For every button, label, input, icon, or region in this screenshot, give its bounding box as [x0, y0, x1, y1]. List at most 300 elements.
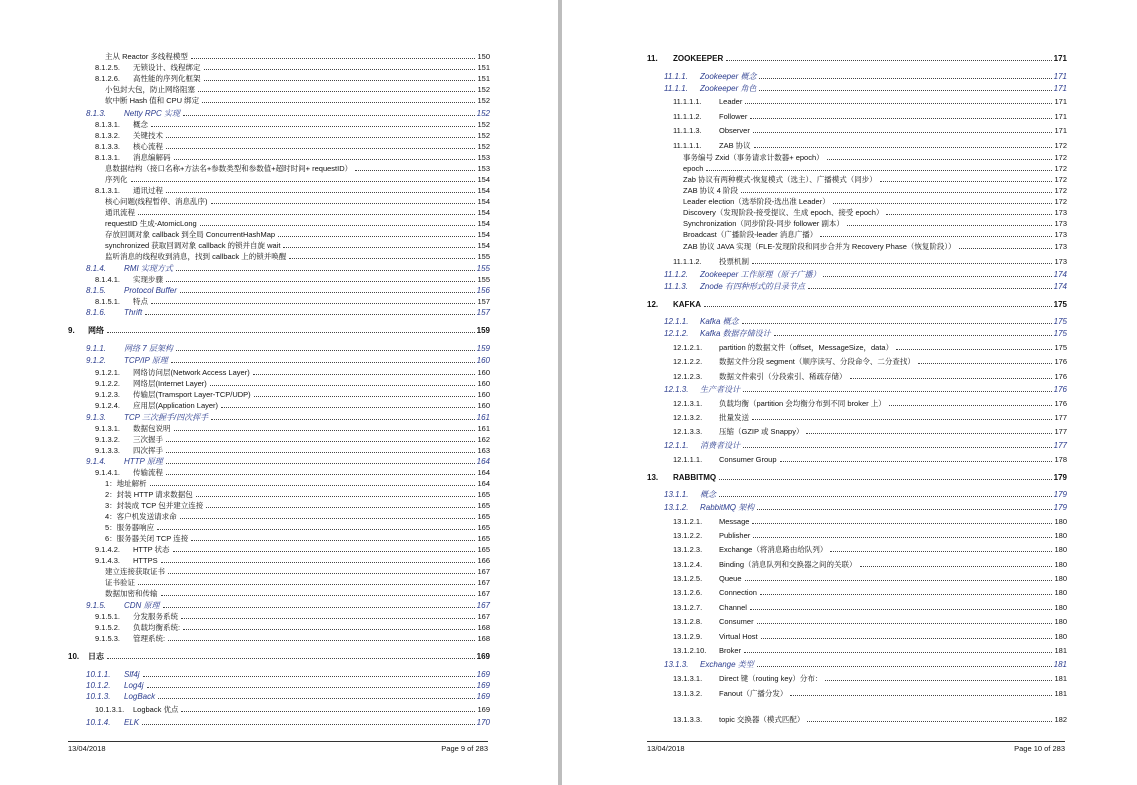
dot-leader	[183, 114, 475, 116]
toc-entry[interactable]	[86, 689, 490, 701]
dot-leader	[744, 651, 1052, 653]
toc-entry-title: 1：地址解析	[105, 479, 147, 488]
toc-entry-page: 152	[477, 131, 490, 140]
dot-leader	[706, 169, 1052, 171]
toc-entry-title: Observer	[719, 126, 750, 135]
toc-entry-page: 153	[477, 164, 490, 173]
dot-leader	[289, 257, 475, 259]
toc-entry-number: 9.1.3.	[86, 413, 107, 422]
toc-entry-title: 无锁设计、线程绑定	[133, 63, 201, 72]
dot-leader	[181, 710, 475, 712]
dot-leader	[107, 657, 475, 659]
dot-leader	[107, 331, 475, 333]
toc-entry-page: 165	[477, 523, 490, 532]
toc-entry-number: 13.1.2.8.	[673, 617, 703, 626]
toc-entry-title: 数据包说明	[133, 424, 171, 433]
toc-entry[interactable]	[664, 500, 1067, 512]
dot-leader	[850, 377, 1053, 379]
toc-entry-number: 12.1.3.2.	[673, 413, 703, 422]
dot-leader	[176, 269, 475, 271]
dot-leader	[202, 101, 475, 103]
toc-entry-number: 8.1.3.1.	[95, 120, 121, 129]
toc-entry-title: 建立连接获取证书	[105, 567, 165, 576]
dot-leader	[151, 302, 475, 304]
toc-entry-title: 四次挥手	[133, 446, 163, 455]
toc-entry-page: 167	[477, 567, 490, 576]
dot-leader	[741, 191, 1052, 193]
toc-entry-title: 负载均衡（partition 会均衡分布到不同 broker 上）	[719, 399, 886, 408]
document-page-left	[0, 0, 558, 785]
toc-entry-title: 监听消息的线程收到消息，找到 callback 上的锁并唤醒	[105, 252, 287, 261]
dot-leader	[138, 213, 475, 215]
toc-entry-number: 8.1.2.5.	[95, 63, 121, 72]
toc-entry-page: 182	[1054, 715, 1067, 724]
toc-entry[interactable]	[673, 712, 1067, 724]
toc-entry[interactable]	[664, 438, 1067, 450]
dot-leader	[807, 720, 1052, 722]
toc-entry-title: 网络层(Internet Layer)	[133, 379, 207, 388]
toc-entry[interactable]	[664, 81, 1067, 93]
toc-entry-page: 169	[477, 705, 490, 714]
toc-entry-number: 10.1.2.	[86, 681, 111, 690]
toc-entry-page: 173	[1054, 230, 1067, 239]
toc-entry-title: ZAB 协议	[719, 141, 751, 150]
toc-entry-number: 12.1.1.	[664, 317, 689, 326]
toc-entry-number: 12.1.2.3.	[673, 372, 703, 381]
dot-leader	[806, 432, 1052, 434]
toc-entry[interactable]	[664, 69, 1067, 81]
dot-leader	[180, 291, 475, 293]
toc-entry-number: 10.	[68, 652, 80, 661]
toc-entry-number: 13.1.3.2.	[673, 689, 703, 698]
toc-entry-number: 10.1.3.	[86, 692, 111, 701]
toc-entry-title: 生产者设计	[700, 385, 740, 394]
dot-leader	[830, 550, 1052, 552]
toc-entry-number: 13.1.2.4.	[673, 560, 703, 569]
toc-entry-page: 180	[1054, 517, 1067, 526]
toc-entry-page: 169	[476, 692, 490, 701]
toc-entry-number: 11.1.1.1.	[673, 97, 702, 106]
toc-entry-page: 167	[477, 612, 490, 621]
toc-entry-number: 8.1.2.6.	[95, 74, 121, 83]
toc-entry[interactable]	[647, 297, 1067, 309]
toc-entry-title: ZOOKEEPER	[673, 54, 724, 63]
dot-leader	[254, 395, 476, 397]
toc-entry[interactable]	[664, 279, 1067, 291]
toc-entry[interactable]	[673, 369, 1067, 381]
toc-entry-title: 传输层(Tramsport Layer-TCP/UDP)	[133, 390, 251, 399]
toc-entry[interactable]	[673, 452, 1067, 464]
toc-entry-page: 154	[477, 208, 490, 217]
toc-entry-title: 实现步骤	[133, 275, 163, 284]
toc-entry[interactable]	[673, 514, 1067, 526]
dot-leader	[750, 117, 1052, 119]
toc-entry-title: Logback 优点	[133, 705, 179, 714]
toc-entry-number: 9.1.4.3.	[95, 556, 121, 565]
dot-leader	[726, 59, 1051, 61]
toc-entry-page: 177	[1053, 441, 1067, 450]
dot-leader	[191, 539, 475, 541]
toc-entry-number: 11.1.1.	[664, 84, 688, 93]
toc-entry[interactable]	[95, 631, 490, 643]
toc-entry-page: 181	[1054, 674, 1067, 683]
toc-entry-title: Kafka 概念	[700, 317, 739, 326]
toc-entry[interactable]	[105, 586, 490, 598]
toc-entry[interactable]	[673, 542, 1067, 554]
toc-entry-number: 13.1.2.6.	[673, 588, 703, 597]
toc-entry-title: LogBack	[124, 692, 156, 701]
toc-entry-title: 批量发送	[719, 413, 749, 422]
dot-leader	[860, 565, 1053, 567]
dot-leader	[150, 484, 476, 486]
dot-leader	[181, 617, 475, 619]
dot-leader	[745, 579, 1053, 581]
toc-entry-number: 13.1.2.	[664, 503, 689, 512]
toc-entry-title: 应用层(Application Layer)	[133, 401, 219, 410]
toc-entry-page: 154	[477, 230, 490, 239]
toc-entry-page: 180	[1054, 603, 1067, 612]
toc-entry-number: 8.1.3.1.	[95, 153, 121, 162]
toc-entry-title: ZAB 协议 4 阶段	[683, 186, 739, 195]
toc-entry-title: 特点	[133, 297, 148, 306]
toc-entry[interactable]	[673, 424, 1067, 436]
toc-entry-title: 传输流程	[133, 468, 163, 477]
toc-entry-title: HTTP 状态	[133, 545, 170, 554]
toc-entry-page: 151	[477, 63, 490, 72]
toc-entry-page: 175	[1053, 329, 1067, 338]
toc-entry[interactable]	[673, 410, 1067, 422]
dot-leader	[847, 224, 1053, 226]
toc-entry-title: Exchange 类型	[700, 660, 754, 669]
toc-entry-number: 11.1.1.2.	[673, 257, 702, 266]
dot-leader	[191, 57, 476, 59]
dot-leader	[790, 694, 1052, 696]
toc-entry-number: 12.1.2.2.	[673, 357, 703, 366]
toc-entry[interactable]	[86, 341, 490, 353]
toc-entry-number: 9.1.3.3.	[95, 446, 121, 455]
toc-entry-title: Connection	[719, 588, 757, 597]
toc-entry-page: 176	[1054, 372, 1067, 381]
dot-leader	[745, 102, 1052, 104]
toc-entry[interactable]	[664, 487, 1067, 499]
toc-entry-title: Znode 有四种形式的目录节点	[700, 282, 805, 291]
toc-entry-title: 息数据结构（接口名称+方法名+参数类型和参数值+超时时间+ requestID）	[105, 164, 353, 173]
dot-leader	[752, 522, 1052, 524]
toc-entry-title: Leader election（选举阶段-选出准 Leader）	[683, 197, 830, 206]
dot-leader	[158, 697, 475, 699]
dot-leader	[959, 247, 1053, 249]
toc-entry-page: 165	[477, 534, 490, 543]
toc-entry-number: 13.1.2.10.	[673, 646, 707, 655]
dot-leader	[151, 125, 475, 127]
toc-entry-page: 173	[1054, 242, 1067, 251]
toc-entry-page: 154	[477, 241, 490, 250]
toc-entry[interactable]	[95, 398, 490, 410]
toc-entry-title: Consumer	[719, 617, 754, 626]
toc-entry-page: 172	[1054, 175, 1067, 184]
toc-entry-page: 157	[477, 297, 490, 306]
dot-leader	[204, 79, 476, 81]
toc-entry-title: Binding（消息队列和交换器之间的关联）	[719, 560, 857, 569]
toc-entry-title: Thrift	[124, 308, 143, 317]
toc-entry[interactable]	[673, 396, 1067, 408]
toc-entry-title: Channel	[719, 603, 747, 612]
toc-entry-page: 152	[477, 85, 490, 94]
toc-entry[interactable]	[86, 305, 490, 317]
dot-leader	[166, 147, 475, 149]
dot-leader	[278, 235, 475, 237]
toc-entry-title: Slf4j	[124, 670, 140, 679]
toc-entry-page: 166	[477, 556, 490, 565]
toc-entry[interactable]	[673, 123, 1067, 135]
toc-entry-page: 169	[476, 670, 490, 679]
dot-leader	[147, 686, 475, 688]
toc-entry-page: 180	[1054, 617, 1067, 626]
toc-entry-number: 10.1.3.1.	[95, 705, 125, 714]
toc-entry-page: 152	[477, 120, 490, 129]
dot-leader	[918, 362, 1053, 364]
toc-entry[interactable]	[673, 571, 1067, 583]
toc-entry-title: 2：封装 HTTP 请求数据包	[105, 490, 193, 499]
toc-entry-title: Kafka 数据存储设计	[700, 329, 771, 338]
toc-entry-number: 8.1.3.1.	[95, 186, 121, 195]
toc-entry-page: 164	[477, 468, 490, 477]
toc-entry-page: 172	[1054, 164, 1067, 173]
footer-date: 13/04/2018	[68, 744, 106, 753]
toc-entry-page: 163	[477, 446, 490, 455]
dot-leader	[752, 262, 1052, 264]
toc-entry-title: 管理系统:	[133, 634, 166, 643]
toc-entry-number: 11.1.1.2.	[673, 112, 702, 121]
toc-entry[interactable]	[664, 267, 1067, 279]
toc-entry-page: 151	[477, 74, 490, 83]
toc-entry-number: 12.1.3.1.	[673, 399, 703, 408]
dot-leader	[138, 583, 475, 585]
toc-entry-title: partition 的数据文件（offset，MessageSize，data）	[719, 343, 894, 352]
dot-leader	[757, 622, 1053, 624]
dot-leader	[759, 89, 1051, 91]
toc-entry-number: 12.1.2.	[664, 329, 689, 338]
toc-entry-page: 173	[1054, 219, 1067, 228]
toc-entry-title: Virtual Host	[719, 632, 758, 641]
footer-rule	[68, 741, 488, 742]
toc-entry-number: 13.1.2.3.	[673, 545, 703, 554]
toc-entry-title: 存放回调对象 callback 到全局 ConcurrentHashMap	[105, 230, 276, 239]
toc-entry[interactable]	[68, 649, 490, 661]
toc-entry-number: 13.1.2.9.	[673, 632, 703, 641]
toc-entry-number: 8.1.3.2.	[95, 131, 121, 140]
dot-leader	[206, 506, 475, 508]
toc-entry-page: 175	[1053, 300, 1067, 309]
dot-leader	[180, 517, 476, 519]
dot-leader	[145, 313, 474, 315]
toc-entry[interactable]	[673, 600, 1067, 612]
toc-entry[interactable]	[673, 557, 1067, 569]
toc-entry-number: 13.	[647, 473, 659, 482]
toc-entry-page: 176	[1053, 385, 1067, 394]
toc-entry[interactable]	[673, 254, 1067, 266]
toc-entry-page: 154	[477, 175, 490, 184]
toc-entry-title: 投票机制	[719, 257, 749, 266]
toc-entry-title: 通讯过程	[133, 186, 163, 195]
toc-entry-title: Zab 协议有两种模式-恢复模式（选主）、广播模式（同步）	[683, 175, 877, 184]
toc-entry[interactable]	[664, 314, 1067, 326]
toc-entry[interactable]	[647, 470, 1067, 482]
toc-entry[interactable]	[683, 239, 1067, 251]
dot-leader	[166, 451, 475, 453]
toc-entry-title: 概念	[700, 490, 716, 499]
toc-entry-page: 179	[1053, 490, 1067, 499]
toc-entry-page: 171	[1054, 126, 1067, 135]
toc-entry-number: 9.1.2.1.	[95, 368, 121, 377]
toc-entry[interactable]	[664, 657, 1067, 669]
toc-entry-page: 172	[1054, 186, 1067, 195]
toc-entry-page: 177	[1054, 427, 1067, 436]
dot-leader	[355, 169, 475, 171]
toc-entry[interactable]	[673, 94, 1067, 106]
toc-entry-number: 9.1.2.4.	[95, 401, 121, 410]
dot-leader	[719, 495, 1052, 497]
toc-entry-number: 10.1.4.	[86, 718, 111, 727]
dot-leader	[166, 440, 475, 442]
toc-entry[interactable]	[673, 340, 1067, 352]
toc-entry[interactable]	[68, 323, 490, 335]
toc-entry-page: 153	[477, 153, 490, 162]
toc-entry-title: requestID 生成-AtomicLong	[105, 219, 197, 228]
footer-page-number: Page 10 of 283	[1014, 744, 1065, 753]
toc-entry-title: Broker	[719, 646, 742, 655]
toc-entry-page: 164	[476, 457, 490, 466]
dot-leader	[253, 373, 476, 375]
dot-leader	[825, 679, 1052, 681]
toc-entry-page: 181	[1054, 689, 1067, 698]
toc-entry-number: 12.1.1.1.	[673, 455, 703, 464]
toc-entry-page: 171	[1053, 54, 1067, 63]
toc-entry-title: Synchronization（同步阶段-同步 follower 副本）	[683, 219, 844, 228]
toc-entry-number: 11.1.2.	[664, 270, 688, 279]
toc-entry[interactable]	[105, 93, 490, 105]
toc-entry-number: 9.1.2.2.	[95, 379, 121, 388]
toc-entry[interactable]	[664, 382, 1067, 394]
toc-entry[interactable]	[673, 585, 1067, 597]
toc-entry[interactable]	[105, 249, 490, 261]
toc-entry-title: Discovery（发现阶段-接受提议、生成 epoch、接受 epoch）	[683, 208, 884, 217]
toc-entry[interactable]	[86, 715, 490, 727]
toc-entry[interactable]	[664, 326, 1067, 338]
toc-entry-title: HTTP 原理	[124, 457, 163, 466]
toc-entry-number: 9.1.5.	[86, 601, 107, 610]
toc-entry[interactable]	[683, 227, 1067, 239]
toc-entry-title: Protocol Buffer	[124, 286, 177, 295]
toc-entry-number: 11.1.1.3.	[673, 126, 702, 135]
toc-entry-page: 165	[477, 545, 490, 554]
toc-entry-page: 150	[477, 52, 490, 61]
toc-entry-page: 176	[1054, 399, 1067, 408]
toc-entry[interactable]	[673, 629, 1067, 641]
toc-entry-title: 网络 7 层架构	[124, 344, 173, 353]
toc-entry[interactable]	[673, 138, 1067, 150]
toc-entry-number: 12.1.2.1.	[673, 343, 703, 352]
toc-entry-page: 175	[1053, 317, 1067, 326]
toc-entry-page: 171	[1054, 112, 1067, 121]
toc-entry-page: 173	[1054, 257, 1067, 266]
toc-entry-number: 12.	[647, 300, 659, 309]
toc-entry-number: 13.1.2.7.	[673, 603, 703, 612]
toc-entry-title: 消费者设计	[700, 441, 740, 450]
dot-leader	[833, 202, 1053, 204]
toc-entry-title: KAFKA	[673, 300, 701, 309]
toc-entry-number: 8.1.4.	[86, 264, 107, 273]
dot-leader	[750, 608, 1053, 610]
page-footer	[647, 744, 1065, 754]
footer-date: 13/04/2018	[647, 744, 685, 753]
dot-leader	[196, 495, 476, 497]
toc-entry-page: 161	[477, 424, 490, 433]
toc-entry-page: 180	[1054, 574, 1067, 583]
toc-entry-page: 179	[1053, 473, 1067, 482]
toc-entry-title: Exchange（将消息路由给队列）	[719, 545, 828, 554]
toc-entry[interactable]	[673, 354, 1067, 366]
dot-leader	[166, 462, 475, 464]
toc-entry[interactable]	[86, 353, 490, 365]
toc-entry[interactable]	[647, 51, 1067, 63]
dot-leader	[752, 418, 1052, 420]
toc-entry[interactable]	[673, 614, 1067, 626]
dot-leader	[757, 508, 1051, 510]
toc-entry[interactable]	[673, 643, 1067, 655]
toc-entry-page: 154	[477, 197, 490, 206]
toc-entry-page: 160	[477, 379, 490, 388]
toc-entry[interactable]	[673, 671, 1067, 683]
toc-entry-page: 180	[1054, 560, 1067, 569]
toc-entry-page: 152	[477, 142, 490, 151]
toc-entry[interactable]	[95, 702, 490, 714]
toc-entry[interactable]	[673, 528, 1067, 540]
toc-entry-title: Fanout（广播分发）	[719, 689, 788, 698]
toc-entry-page: 159	[476, 326, 490, 335]
toc-entry-title: TCP/IP 原理	[124, 356, 168, 365]
toc-entry-number: 13.1.2.2.	[673, 531, 703, 540]
toc-entry-page: 168	[477, 623, 490, 632]
dot-leader	[743, 446, 1052, 448]
toc-entry-title: Publisher	[719, 531, 751, 540]
dot-leader	[757, 665, 1052, 667]
toc-entry-title: Queue	[719, 574, 742, 583]
dot-leader	[221, 406, 475, 408]
toc-entry-title: RabbitMQ 架构	[700, 503, 755, 512]
toc-entry-title: ELK	[124, 718, 140, 727]
toc-entry[interactable]	[673, 686, 1067, 698]
toc-entry-page: 169	[476, 681, 490, 690]
toc-entry[interactable]	[673, 109, 1067, 121]
toc-entry-number: 12.1.3.3.	[673, 427, 703, 436]
toc-entry-number: 9.	[68, 326, 75, 335]
toc-entry-title: Leader	[719, 97, 743, 106]
dot-leader	[168, 639, 475, 641]
toc-entry-title: 网络	[88, 326, 104, 335]
toc-entry-page: 154	[477, 219, 490, 228]
toc-entry-title: 证书验证	[105, 578, 135, 587]
dot-leader	[880, 180, 1053, 182]
toc-entry-number: 8.1.6.	[86, 308, 107, 317]
toc-entry-page: 157	[476, 308, 490, 317]
toc-entry-title: RMI 实现方式	[124, 264, 173, 273]
dot-leader	[174, 158, 476, 160]
dot-leader	[760, 593, 1053, 595]
toc-entry-number: 13.1.3.	[664, 660, 689, 669]
toc-entry-title: Consumer Group	[719, 455, 777, 464]
toc-entry-number: 11.1.3.	[664, 282, 688, 291]
